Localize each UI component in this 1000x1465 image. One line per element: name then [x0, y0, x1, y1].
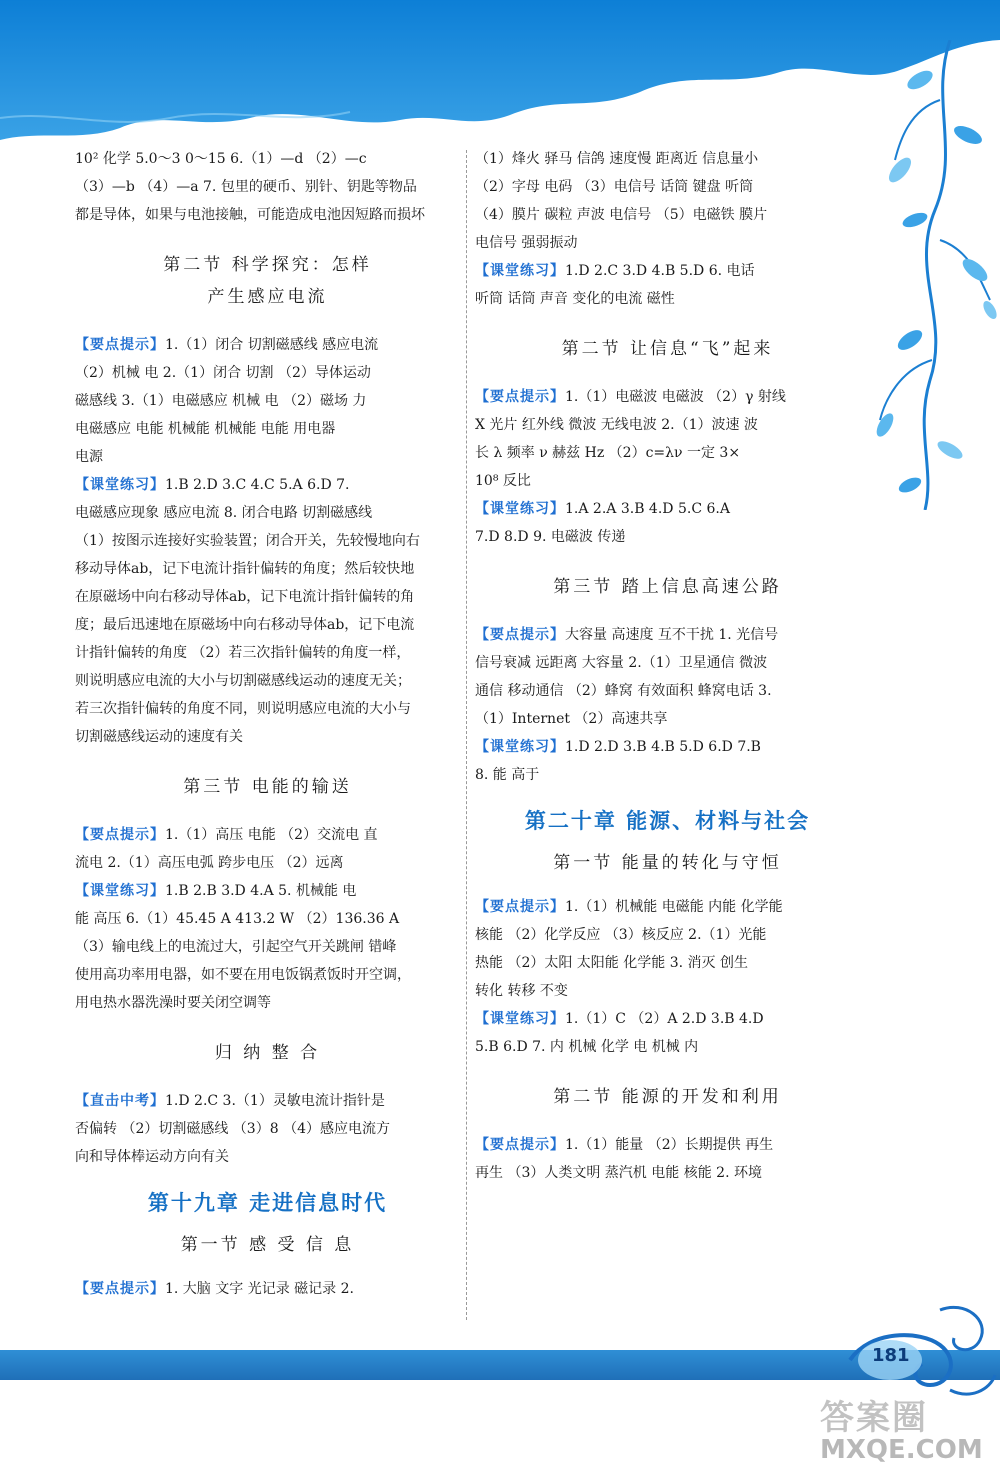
key-points-tag: 【要点提示】 [75, 827, 165, 843]
answer-line: （1）按图示连接好实验装置；闭合开关，先较慢地向右 [75, 533, 420, 549]
answer-line: 5.B 6.D 7. 内 机械 化学 电 机械 内 [475, 1039, 699, 1055]
answer-line: 电信号 强弱振动 [475, 235, 578, 251]
answer-line: 电磁感应 电能 机械能 机械能 电能 用电器 [75, 421, 336, 437]
answer-line: 则说明感应电流的大小与切割磁感线运动的速度无关； [75, 673, 411, 689]
answer-line: （2）机械 电 2.（1）闭合 切割 （2）导体运动 [75, 365, 371, 381]
answer-line: 转化 转移 不变 [475, 983, 568, 999]
key-points-tag: 【要点提示】 [475, 389, 565, 405]
chapter-title: 第十九章 走进信息时代 [147, 1191, 388, 1215]
key-points-tag: 【要点提示】 [475, 1137, 565, 1153]
watermark [820, 1390, 995, 1465]
answer-line: 听筒 话筒 声音 变化的电流 磁性 [475, 291, 675, 307]
section-title: 第一节 能量的转化与守恒 [553, 853, 782, 873]
answer-line: （1）烽火 驿马 信鸽 速度慢 距离近 信息量小 [475, 151, 759, 167]
class-practice-tag: 【课堂练习】 [475, 739, 565, 755]
column-divider [466, 150, 467, 1320]
answer-line: 流电 2.（1）高压电弧 跨步电压 （2）远离 [75, 855, 344, 871]
answer-line: 电源 [75, 449, 103, 465]
answer-line: （1）Internet （2）高速共享 [475, 711, 668, 727]
answer-line: 8. 能 高于 [475, 767, 540, 783]
answer-line: 使用高功率用电器，如不要在用电饭锅煮饭时开空调， [75, 967, 411, 983]
class-practice-tag: 【课堂练习】 [75, 477, 165, 493]
answer-line: 信号衰减 远距离 大容量 2.（1）卫星通信 微波 [475, 655, 768, 671]
answer-line: X 光片 红外线 微波 无线电波 2.（1）波速 波 [475, 417, 758, 433]
vine-decoration-icon [840, 40, 1000, 510]
answer-line: 再生 （3）人类文明 蒸汽机 电能 核能 2. 环境 [475, 1165, 762, 1181]
answer-line: 切割磁感线运动的速度有关 [75, 729, 243, 745]
chapter-title: 第二十章 能源、材料与社会 [524, 809, 811, 833]
answer-line: 向和导体棒运动方向有关 [75, 1149, 229, 1165]
answer-line: 热能 （2）太阳 太阳能 化学能 3. 消灭 创生 [475, 955, 748, 971]
section-title: 第一节 感 受 信 息 [180, 1235, 355, 1255]
class-practice-tag: 【课堂练习】 [475, 263, 565, 279]
key-points-tag: 【要点提示】 [75, 1281, 165, 1297]
key-points-tag: 【要点提示】 [75, 337, 165, 353]
right-column: （1）烽火 驿马 信鸽 速度慢 距离近 信息量小 （2）字母 电码 （3）电信号 话筒 键盘 听筒 （4）膜片 碳粒 声波 电信号 （5）电磁铁 膜片 电信号 强弱振动 【课堂练习】1.D 2.C 3.D 4.B 5.D 6. 电话 听筒 话筒 声音 变化的电流 磁性 第二节 让信息“飞”起来 【要点提示】1.（1）电磁波 电磁波 （2）γ 射线 X 光片 红外线 微波 无线电波 2.（1）波速 波 长 λ 频率 ν 赫兹 Hz （2）c=λν 一定 3× 10⁸ 反比 【课堂练习】1.A 2.A 3.B 4.D 5.C 6.A 7.D 8.D 9. 电磁波 传递 第三节 踏上信息高速公路 【要点提示】大容量 高速度 互不干扰 1. 光信号 信号衰减 远距离 大容量 2.（1）卫星通信 微波 通信 移动通信 （2）蜂窝 有效面积 蜂窝电话 3. （1）Internet （2）高速共享 【课堂练习】1.D 2.D 3.B 4.B 5.D 6.D 7.B 8. 能 高于 第二十章 能源、材料与社会 第一节 能量的转化与守恒 【要点提示】1.（1）机械能 电磁能 内能 化学能 核能 （2）化学反应 （3）核反应 2.（1）光能 热能 （2）太阳 太阳能 化学能 3. 消灭 创生 转化 转移 不变 【课堂练习】1.（1）C （2）A 2.D 3.B 4.D 5.B 6.D 7. 内 机械 化学 电 机械 内 第二节 能源的开发和利用 【要点提示】1.（1）能量 （2）长期提供 再生 再生 （3）人类文明 蒸汽机 电能 核能 2. 环境 [475, 145, 860, 1187]
section-title: 归 纳 整 合 [214, 1043, 321, 1063]
class-practice-tag: 【课堂练习】 [475, 501, 565, 517]
answer-line: 磁感线 3.（1）电磁感应 机械 电 （2）磁场 力 [75, 393, 367, 409]
answer-line: 长 λ 频率 ν 赫兹 Hz （2）c=λν 一定 3× [475, 445, 741, 461]
answer-line: （2）字母 电码 （3）电信号 话筒 键盘 听筒 [475, 179, 754, 195]
answer-line: 移动导体ab，记下电流计指针偏转的角度；然后较快地 [75, 561, 415, 577]
answer-line: 电磁感应现象 感应电流 8. 闭合电路 切割磁感线 [75, 505, 373, 521]
answer-line: 核能 （2）化学反应 （3）核反应 2.（1）光能 [475, 927, 767, 943]
left-intro-line: （3）—b （4）—a 7. 包里的硬币、别针、钥匙等物品 [75, 179, 417, 195]
section-title: 第三节 踏上信息高速公路 [553, 577, 782, 597]
answer-line: （4）膜片 碳粒 声波 电信号 （5）电磁铁 膜片 [475, 207, 768, 223]
left-intro-line: 都是导体，如果与电池接触，可能造成电池因短路而损坏 [75, 207, 425, 223]
watermark-text: 答案圈 [820, 1398, 928, 1438]
key-points-tag: 【要点提示】 [475, 899, 565, 915]
section-title: 第二节 让信息“飞”起来 [561, 339, 774, 359]
section-title: 第二节 科学探究：怎样 产生感应电流 [163, 255, 372, 307]
key-points-tag: 【要点提示】 [475, 627, 565, 643]
answer-line: 7.D 8.D 9. 电磁波 传递 [475, 529, 626, 545]
answer-line: 在原磁场中向右移动导体ab，记下电流计指针偏转的角 [75, 589, 415, 605]
answer-line: 否偏转 （2）切割磁感线 （3）8 （4）感应电流方 [75, 1121, 390, 1137]
exam-tag: 【直击中考】 [75, 1093, 165, 1109]
section-title: 第二节 能源的开发和利用 [553, 1087, 782, 1107]
class-practice-tag: 【课堂练习】 [75, 883, 165, 899]
watermark-url: MXQE.COM [820, 1435, 983, 1465]
answer-line: 计指针偏转的角度 （2）若三次指针偏转的角度一样， [75, 645, 411, 661]
answer-line: 若三次指针偏转的角度不同，则说明感应电流的大小与 [75, 701, 411, 717]
section-title: 第三节 电能的输送 [183, 777, 352, 797]
answer-line: （3）输电线上的电流过大，引起空气开关跳闸 错峰 [75, 939, 397, 955]
class-practice-tag: 【课堂练习】 [475, 1011, 565, 1027]
left-intro-line: 10² 化学 5.0～3 0～15 6.（1）—d （2）—c [75, 151, 367, 167]
answer-line: 用电热水器洗澡时要关闭空调等 [75, 995, 271, 1011]
answer-line: 10⁸ 反比 [475, 473, 531, 489]
page-number: 181 [872, 1345, 910, 1366]
answer-line: 度；最后迅速地在原磁场中向右移动导体ab，记下电流 [75, 617, 415, 633]
answer-line: 通信 移动通信 （2）蜂窝 有效面积 蜂窝电话 3. [475, 683, 772, 699]
left-column: 10² 化学 5.0～3 0～15 6.（1）—d （2）—c （3）—b （4）—a 7. 包里的硬币、别针、钥匙等物品 都是导体，如果与电池接触，可能造成电池因短路而损坏 第二节 科学探究：怎样 产生感应电流 【要点提示】1.（1）闭合 切割磁感线 感应电流 （2）机械 电 2.（1）闭合 切割 （2）导体运动 磁感线 3.（1）电磁感应 机械 电 （2）磁场 力 电磁感应 电能 机械能 机械能 电能 用电器 电源 【课堂练习】1.B 2.D 3.C 4.C 5.A 6.D 7. 电磁感应现象 感应电流 8. 闭合电路 切割磁感线 （1）按图示连接好实验装置；闭合开关，先较慢地向右 移动导体ab，记下电流计指针偏转的角度；然后较快地 在原磁场中向右移动导体ab，记下电流计指针偏转的角 度；最后迅速地在原磁场中向右移动导体ab，记下电流 计指针偏转的角度 （2）若三次指针偏转的角度一样， 则说明感应电流的大小与切割磁感线运动的速度无关； 若三次指针偏转的角度不同，则说明感应电流的大小与 切割磁感线运动的速度有关 第三节 电能的输送 【要点提示】1.（1）高压 电能 （2）交流电 直 流电 2.（1）高压电弧 跨步电压 （2）远离 【课堂练习】1.B 2.B 3.D 4.A 5. 机械能 电 能 高压 6.（1）45.45 A 413.2 W （2）136.36 A （3）输电线上的电流过大，引起空气开关跳闸 错峰 使用高功率用电器，如不要在用电饭锅煮饭时开空调， 用电热水器洗澡时要关闭空调等 归 纳 整 合 【直击中考】1.D 2.C 3.（1）灵敏电流计指针是 否偏转 （2）切割磁感线 （3）8 （4）感应电流方 向和导体棒运动方向有关 第十九章 走进信息时代 第一节 感 受 信 息 【要点提示】1. 大脑 文字 光记录 磁记录 2. [75, 145, 460, 1303]
answer-line: 能 高压 6.（1）45.45 A 413.2 W （2）136.36 A [75, 911, 400, 927]
